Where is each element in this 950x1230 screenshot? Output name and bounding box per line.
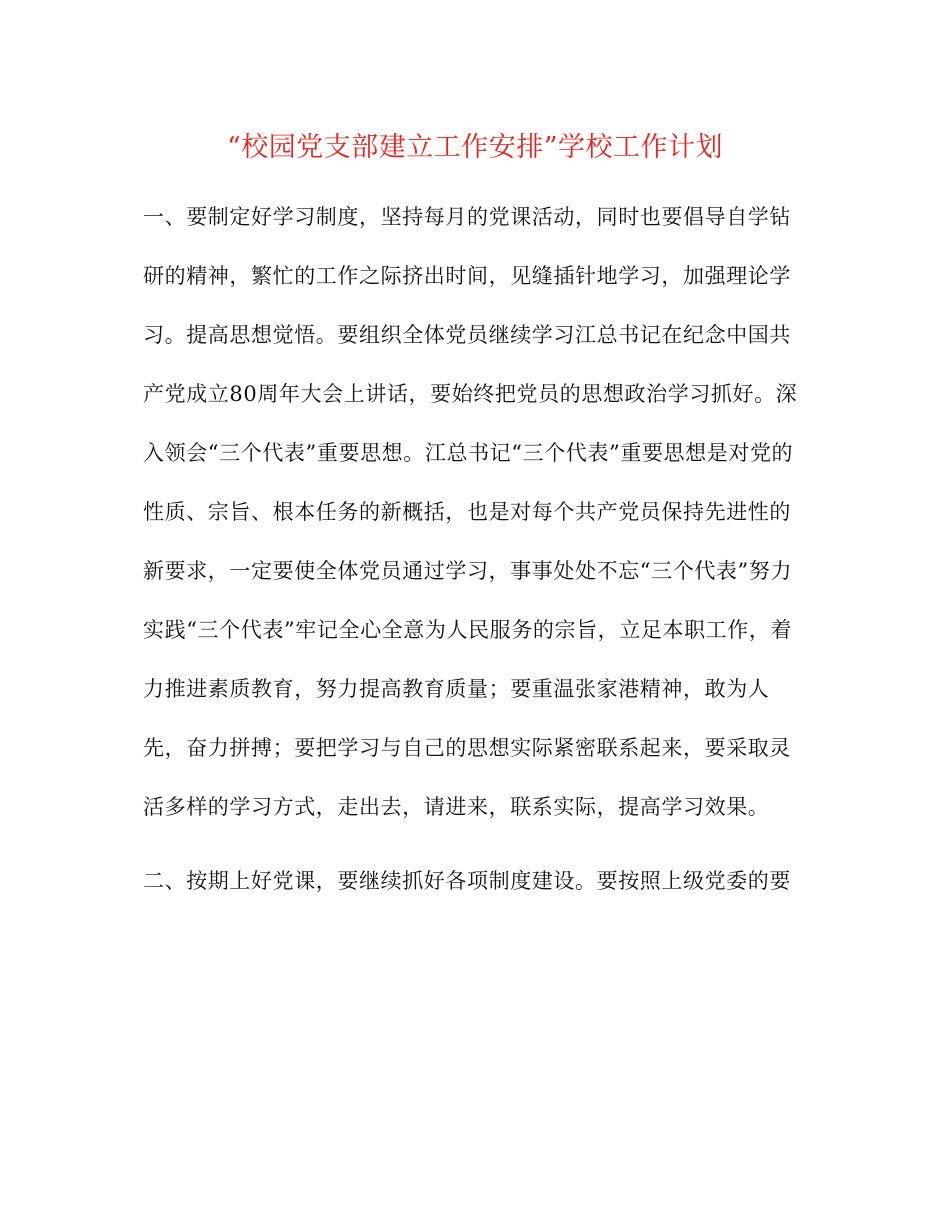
body-line: 研的精神，繁忙的工作之际挤出时间，见缝插针地学习，加强理论学	[143, 264, 791, 288]
document-title: “校园党支部建立工作安排”学校工作计划	[226, 132, 724, 163]
body-line: 先，奋力拼搏；要把学习与自己的思想实际紧密联系起来，要采取灵	[143, 736, 791, 760]
body-line: 力推进素质教育，努力提高教育质量；要重温张家港精神，敢为人	[143, 677, 770, 701]
body-line: 实践“三个代表”牢记全心全意为人民服务的宗旨，立足本职工作，着	[143, 618, 793, 642]
body-line: 二、按期上好党课，要继续抓好各项制度建设。要按照上级党委的要	[143, 869, 791, 893]
body-line: 习。提高思想觉悟。要组织全体党员继续学习江总书记在纪念中国共	[143, 323, 791, 347]
body-line: 入领会“三个代表”重要思想。江总书记“三个代表”重要思想是对党的	[143, 441, 794, 465]
body-line: 活多样的学习方式，走出去，请进来，联系实际，提高学习效果。	[143, 795, 770, 819]
body-line: 产党成立80周年大会上讲话，要始终把党员的思想政治学习抓好。深	[143, 382, 798, 406]
body-line: 新要求，一定要使全体党员通过学习，事事处处不忘“三个代表”努力	[143, 559, 793, 583]
document-body	[143, 188, 823, 911]
body-line: 一、要制定好学习制度，坚持每月的党课活动，同时也要倡导自学钻	[143, 205, 791, 229]
body-line: 性质、宗旨、根本任务的新概括，也是对每个共产党员保持先进性的	[143, 500, 791, 524]
